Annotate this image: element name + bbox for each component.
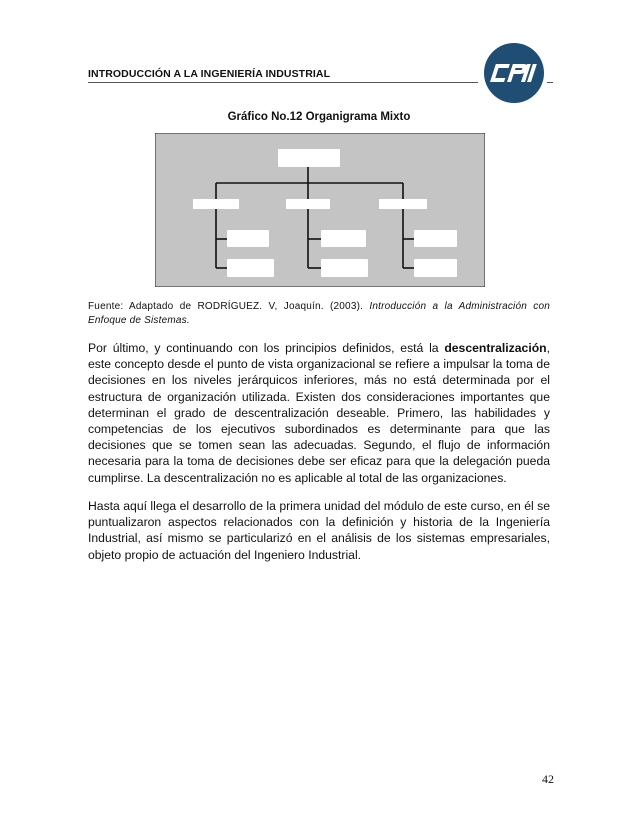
org-box-sub-2b bbox=[321, 259, 368, 277]
org-box-top bbox=[278, 149, 340, 167]
org-box-sub-3a bbox=[414, 230, 457, 247]
header-rule-end bbox=[547, 82, 553, 83]
org-box-dept-2 bbox=[286, 199, 330, 209]
header-rule bbox=[88, 82, 478, 83]
paragraph1-bold: descentralización bbox=[444, 341, 547, 355]
source-title: Introducción a la Administración con Enfoque de Sistemas. bbox=[88, 301, 550, 326]
paragraph1-after: , este concepto desde el punto de vista organizacional se refiere a impulsar la toma de decisiones en los niveles jerárquicos inferiores, más no está determinada por el estructura de organización utilizada. Existen dos consideraciones importantes que determinan el grado de descentralización deseable. Primero, las habilidades y competencias de los ejecutivos subordinados es determinante para que las decisiones que se tomen sean las adecuadas. Segundo, el flujo de información necesaria para la toma de decisiones debe ser eficaz para que la delegación pueda cumplirse. La descentralización no es aplicable al total de las organizaciones. bbox=[88, 341, 550, 485]
cpii-logo bbox=[483, 42, 545, 104]
paragraph-decentralization bbox=[88, 340, 550, 486]
paragraph-conclusion: Hasta aquí llega el desarrollo de la primera unidad del módulo de este curso, en él se puntualizaron aspectos relacionados con la definición y historia de la Ingeniería Industrial, así mismo se particularizó en el análisis de los sistemas empresariales, objeto propio de actuación del Ingeniero Industrial. bbox=[88, 499, 550, 562]
org-chart-diagram bbox=[155, 133, 485, 287]
org-box-dept-1 bbox=[193, 199, 239, 209]
figure-title: Gráfico No.12 Organigrama Mixto bbox=[227, 111, 411, 123]
org-box-sub-2a bbox=[321, 230, 366, 247]
org-box-sub-3b bbox=[414, 259, 457, 277]
org-box-sub-1b bbox=[227, 259, 274, 277]
org-box-sub-1a bbox=[227, 230, 269, 247]
page-number: 42 bbox=[542, 772, 554, 786]
figure-source bbox=[88, 300, 550, 328]
paragraph1-before: Por último, y continuando con los principios definidos, está la bbox=[88, 341, 445, 355]
source-prefix: Fuente: Adaptado de RODRÍGUEZ. V, Joaquín. (2003). bbox=[88, 301, 370, 312]
org-box-dept-3 bbox=[379, 199, 427, 209]
running-header: INTRODUCCIÓN A LA INGENIERÍA INDUSTRIAL bbox=[88, 68, 331, 80]
